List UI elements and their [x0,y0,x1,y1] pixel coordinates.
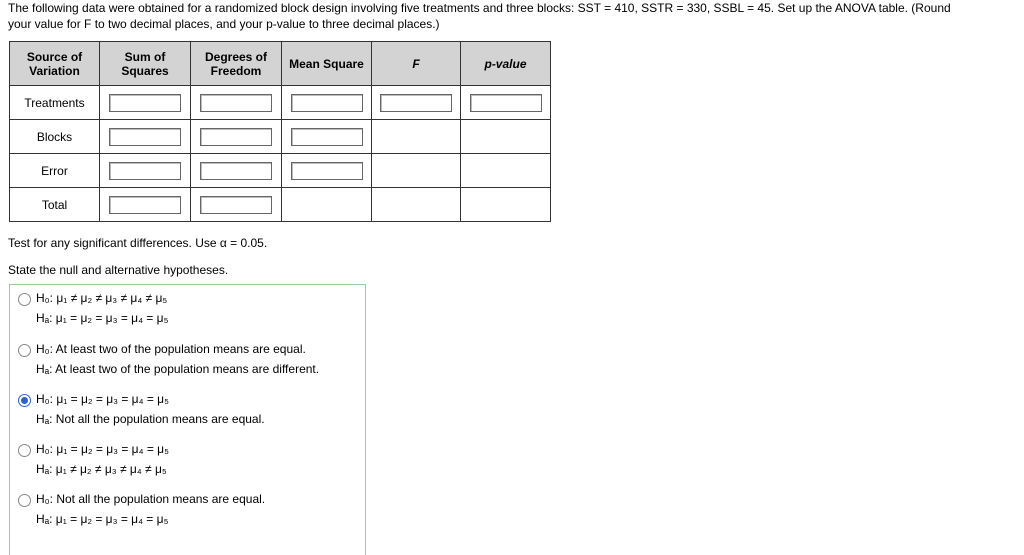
option-4-ha: Hₐ: μ₁ ≠ μ₂ ≠ μ₃ ≠ μ₄ ≠ μ₅ [36,462,167,476]
row-label-blocks: Blocks [10,120,100,154]
cell-blocks-df [191,120,282,154]
cell-error-f [372,154,461,188]
cell-error-df [191,154,282,188]
cell-treatments-ms [282,86,372,120]
option-3-h0: H₀: μ₁ = μ₂ = μ₃ = μ₄ = μ₅ [36,392,169,406]
header-sum-of-squares: Sum of Squares [100,42,191,86]
header-p-value: p-value [461,42,551,86]
row-total [10,188,551,222]
anova-table [9,41,551,222]
cell-total-ms [282,188,372,222]
hypotheses-instruction: State the null and alternative hypotheses. [8,263,229,277]
input-treatments-p[interactable] [470,94,542,112]
row-label-treatments: Treatments [10,86,100,120]
radio-option-4[interactable] [18,444,31,457]
input-blocks-df[interactable] [200,128,272,146]
row-treatments [10,86,551,120]
input-total-df[interactable] [200,196,272,214]
row-label-error: Error [10,154,100,188]
input-total-ss[interactable] [109,196,181,214]
input-treatments-ms[interactable] [291,94,363,112]
cell-blocks-ms [282,120,372,154]
option-1-ha: Hₐ: μ₁ = μ₂ = μ₃ = μ₄ = μ₅ [36,311,169,325]
hypotheses-choices [9,284,366,555]
cell-error-p [461,154,551,188]
cell-treatments-p [461,86,551,120]
cell-blocks-p [461,120,551,154]
header-source: Source of Variation [10,42,100,86]
input-treatments-ss[interactable] [109,94,181,112]
row-blocks [10,120,551,154]
header-f: F [372,42,461,86]
input-treatments-f[interactable] [380,94,452,112]
option-2-h0: H₀: At least two of the population means are equal. [36,342,306,356]
cell-total-p [461,188,551,222]
radio-option-1[interactable] [18,293,31,306]
row-error [10,154,551,188]
input-error-df[interactable] [200,162,272,180]
cell-blocks-f [372,120,461,154]
input-treatments-df[interactable] [200,94,272,112]
problem-statement-line-2: your value for F to two decimal places, and your p-value to three decimal places.) [8,17,440,31]
option-4-h0: H₀: μ₁ = μ₂ = μ₃ = μ₄ = μ₅ [36,442,169,456]
option-5-h0: H₀: Not all the population means are equal. [36,492,266,506]
cell-error-ms [282,154,372,188]
radio-option-2[interactable] [18,344,31,357]
cell-error-ss [100,154,191,188]
cell-total-ss [100,188,191,222]
problem-statement [8,0,1020,32]
problem-statement-line-1: The following data were obtained for a randomized block design involving five treatments and three blocks: SST = 410, SSTR = 330, SSBL = 45. Set up the ANOVA table. (Round [8,1,951,15]
cell-total-df [191,188,282,222]
radio-option-3-selected[interactable] [18,394,31,407]
header-degrees-of-freedom: Degrees of Freedom [191,42,282,86]
cell-treatments-ss [100,86,191,120]
cell-blocks-ss [100,120,191,154]
cell-total-f [372,188,461,222]
input-error-ms[interactable] [291,162,363,180]
header-mean-square: Mean Square [282,42,372,86]
option-1-h0: H₀: μ₁ ≠ μ₂ ≠ μ₃ ≠ μ₄ ≠ μ₅ [36,291,168,305]
option-5-ha: Hₐ: μ₁ = μ₂ = μ₃ = μ₄ = μ₅ [36,512,169,526]
input-error-ss[interactable] [109,162,181,180]
cell-treatments-f [372,86,461,120]
radio-option-5[interactable] [18,494,31,507]
anova-header-row [10,42,551,86]
input-blocks-ss[interactable] [109,128,181,146]
input-blocks-ms[interactable] [291,128,363,146]
row-label-total: Total [10,188,100,222]
option-2-ha: Hₐ: At least two of the population means are different. [36,362,320,376]
cell-treatments-df [191,86,282,120]
option-3-ha: Hₐ: Not all the population means are equal. [36,412,265,426]
alpha-instruction: Test for any significant differences. Use α = 0.05. [8,236,268,250]
